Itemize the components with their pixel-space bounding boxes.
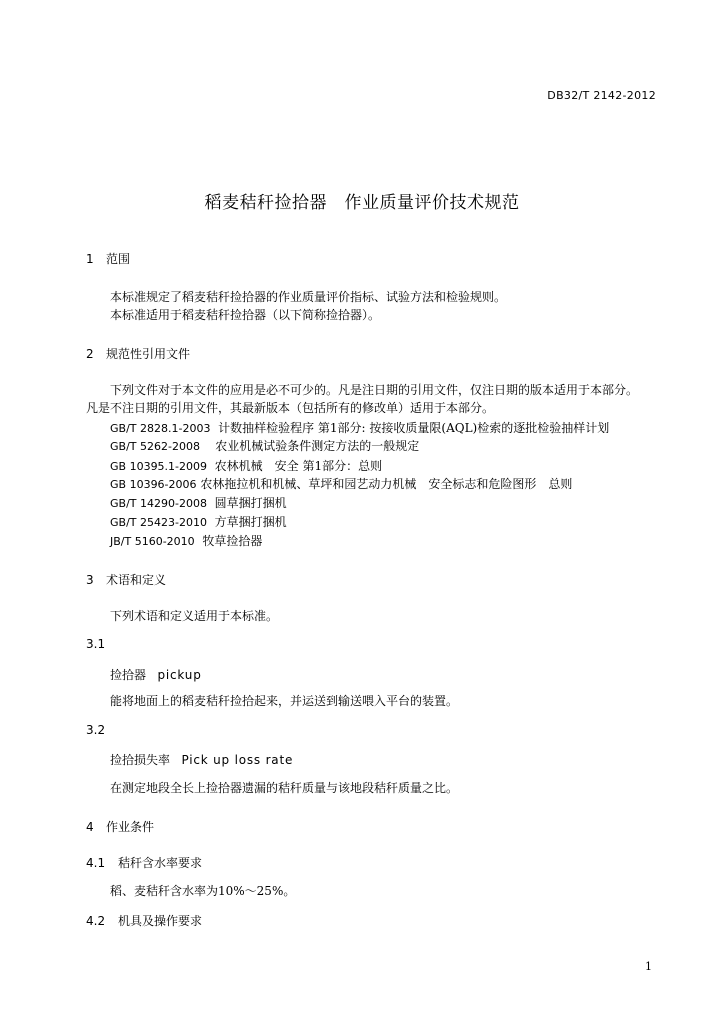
reference-code: GB 10395.1-2009 <box>110 460 208 473</box>
section-title: 作业条件 <box>106 820 155 834</box>
term-chinese: 捡拾损失率 <box>110 753 171 767</box>
section-number: 2 <box>86 347 94 361</box>
section-2-heading <box>86 345 190 362</box>
reference-title: 农业机械试验条件测定方法的一般规定 <box>215 439 420 453</box>
section-title: 范围 <box>106 252 131 266</box>
reference-code: JB/T 5160-2010 <box>110 535 195 548</box>
reference-title: 计数抽样检验程序 第1部分: 按接收质量限(AQL)检索的逐批检验抽样计划 <box>218 421 610 435</box>
refs-intro-line-2: 凡是不注日期的引用文件，其最新版本（包括所有的修改单）适用于本部分。 <box>86 401 495 415</box>
section-1-heading <box>86 250 130 267</box>
reference-item <box>110 475 572 492</box>
term-english: pickup <box>157 668 202 682</box>
reference-code: GB/T 5262-2008 <box>110 440 200 453</box>
page-number: 1 <box>645 960 652 973</box>
reference-item <box>110 419 609 436</box>
term-english: Pick up loss rate <box>181 753 294 767</box>
clause-title: 秸秆含水率要求 <box>118 856 203 870</box>
refs-intro-line-1: 下列文件对于本文件的应用是必不可少的。凡是注日期的引用文件，仅注日期的版本适用于本部分。 <box>110 383 639 397</box>
term-2 <box>110 751 293 768</box>
reference-code: GB/T 2828.1-2003 <box>110 422 211 435</box>
section-title: 术语和定义 <box>106 573 167 587</box>
term-chinese: 捡拾器 <box>110 668 147 682</box>
reference-code: GB/T 25423-2010 <box>110 516 207 529</box>
clause-4-1-heading <box>86 854 202 871</box>
reference-title: 牧草捡拾器 <box>202 534 263 548</box>
term-1-definition: 能将地面上的稻麦秸秆捡拾起来，并运送到输送喂入平台的装置。 <box>110 694 459 708</box>
clause-number: 4.2 <box>86 914 106 928</box>
clause-3-1-number: 3.1 <box>86 637 106 651</box>
reference-item <box>110 457 382 474</box>
clause-number: 4.1 <box>86 856 106 870</box>
reference-item <box>110 494 287 511</box>
scope-paragraph-2: 本标准适用于稻麦秸秆捡拾器（以下简称捡拾器）。 <box>110 308 381 322</box>
term-2-definition: 在测定地段全长上捡拾器遗漏的秸秆质量与该地段秸秆质量之比。 <box>110 781 459 795</box>
reference-title: 圆草捆打捆机 <box>214 496 287 510</box>
standard-code: DB32/T 2142-2012 <box>547 89 656 102</box>
term-1 <box>110 666 202 683</box>
section-number: 1 <box>86 252 94 266</box>
reference-item <box>110 532 262 549</box>
reference-item <box>110 437 419 454</box>
section-number: 4 <box>86 820 94 834</box>
section-4-heading <box>86 818 154 835</box>
clause-3-2-number: 3.2 <box>86 723 106 737</box>
document-title: 稻麦秸秆捡拾器 作业质量评价技术规范 <box>204 193 520 213</box>
clause-title: 机具及操作要求 <box>118 914 203 928</box>
reference-item <box>110 513 287 530</box>
reference-title: 方草捆打捆机 <box>214 515 287 529</box>
terms-intro: 下列术语和定义适用于本标准。 <box>110 609 279 623</box>
scope-paragraph-1: 本标准规定了稻麦秸秆捡拾器的作业质量评价指标、试验方法和检验规则。 <box>110 290 507 304</box>
moisture-requirement: 稻、麦秸秆含水率为10%～25%。 <box>110 884 296 898</box>
reference-title: 农林拖拉机和机械、草坪和园艺动力机械 安全标志和危险图形 总则 <box>200 477 573 491</box>
reference-title: 农林机械 安全 第1部分：总则 <box>214 459 383 473</box>
reference-code: GB/T 14290-2008 <box>110 497 207 510</box>
reference-code: GB 10396-2006 <box>110 478 197 491</box>
section-3-heading <box>86 571 166 588</box>
section-title: 规范性引用文件 <box>106 347 191 361</box>
section-number: 3 <box>86 573 94 587</box>
clause-4-2-heading <box>86 912 202 929</box>
